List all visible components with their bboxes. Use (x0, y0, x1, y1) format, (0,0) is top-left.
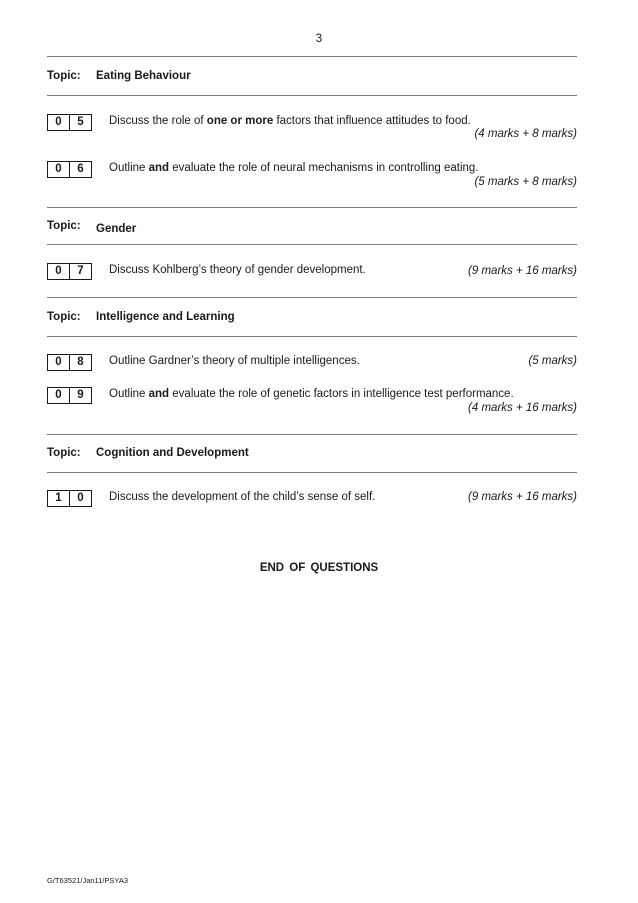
topic-label: Topic: (47, 311, 81, 323)
question-text: Outline and evaluate the role of genetic factors in intelligence test performance. (109, 388, 514, 400)
question-digit: 8 (70, 354, 92, 371)
question-number-box (47, 387, 92, 404)
marks-allocation: (9 marks + 16 marks) (468, 265, 577, 277)
marks-allocation: (9 marks + 16 marks) (468, 491, 577, 503)
question-digit: 5 (70, 114, 92, 131)
footer-code: G/T63521/Jan11/PSYA3 (47, 876, 129, 885)
marks-allocation: (5 marks) (528, 355, 577, 367)
question-number-box (47, 114, 92, 131)
question-text: Discuss Kohlberg’s theory of gender development. (109, 264, 366, 276)
question-text: Outline and evaluate the role of neural mechanisms in controlling eating. (109, 162, 479, 174)
divider (47, 472, 577, 473)
divider (47, 56, 577, 57)
marks-allocation: (5 marks + 8 marks) (474, 176, 577, 188)
question-digit: 7 (70, 263, 92, 280)
topic-name: Cognition and Development (96, 447, 249, 459)
topic-name: Gender (96, 223, 137, 235)
topic-name: Eating Behaviour (96, 70, 191, 82)
topic-label: Topic: (47, 70, 81, 82)
question-number-box (47, 161, 92, 178)
page-number: 3 (315, 33, 323, 45)
divider (47, 297, 577, 298)
question-digit: 0 (47, 161, 70, 178)
divider (47, 207, 577, 208)
topic-name: Intelligence and Learning (96, 311, 235, 323)
question-text: Discuss the role of one or more factors that influence attitudes to food. (109, 115, 471, 127)
divider (47, 336, 577, 337)
question-number-box (47, 490, 92, 507)
question-digit: 9 (70, 387, 92, 404)
question-number-box (47, 263, 92, 280)
question-digit: 0 (70, 490, 92, 507)
question-digit: 0 (47, 387, 70, 404)
divider (47, 95, 577, 96)
topic-label: Topic: (47, 220, 81, 232)
question-digit: 0 (47, 354, 70, 371)
end-of-questions: END OF QUESTIONS (259, 562, 379, 574)
divider (47, 434, 577, 435)
question-digit: 0 (47, 263, 70, 280)
question-digit: 0 (47, 114, 70, 131)
question-digit: 6 (70, 161, 92, 178)
question-digit: 1 (47, 490, 70, 507)
question-text: Outline Gardner’s theory of multiple intelligences. (109, 355, 360, 367)
topic-label: Topic: (47, 447, 81, 459)
marks-allocation: (4 marks + 8 marks) (474, 128, 577, 140)
marks-allocation: (4 marks + 16 marks) (468, 402, 577, 414)
divider (47, 244, 577, 245)
question-text: Discuss the development of the child’s sense of self. (109, 491, 376, 503)
question-number-box (47, 354, 92, 371)
